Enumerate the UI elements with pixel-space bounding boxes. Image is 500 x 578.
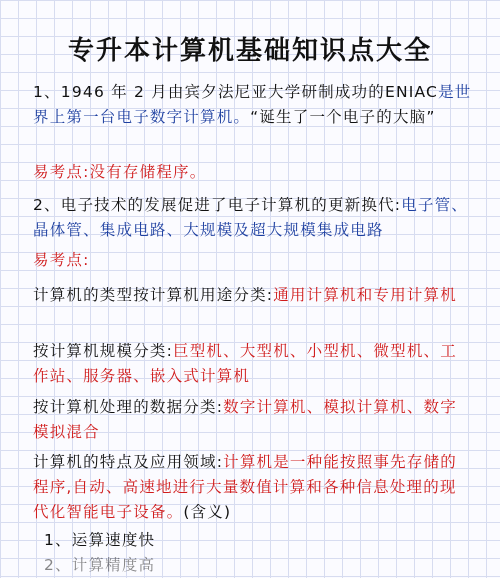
by-scale-label: 按计算机规模分类: bbox=[33, 342, 174, 360]
generations-intro: 2、电子技术的发展促进了电子计算机的更新换代: bbox=[33, 196, 402, 214]
generations-list: 电子管、晶体管、集成电路、大规模及超大规模集成电路 bbox=[33, 196, 468, 239]
feature-item-2: 2、计算精度高 bbox=[44, 556, 156, 574]
generations-key-point: 易考点: bbox=[33, 251, 90, 269]
paragraph-generations bbox=[33, 193, 473, 243]
eniac-quote: “诞生了一个电子的大脑” bbox=[250, 108, 436, 126]
features-note: (含义) bbox=[183, 503, 232, 521]
feature-item-1: 1、运算速度快 bbox=[44, 531, 156, 549]
paragraph-eniac bbox=[33, 80, 473, 130]
by-purpose-label: 计算机的类型按计算机用途分类: bbox=[33, 286, 274, 304]
paragraph-by-purpose bbox=[33, 283, 473, 308]
eniac-first-computer: 是世界上第一台电子数字计算机。 bbox=[33, 83, 472, 126]
paragraph-by-data bbox=[33, 395, 473, 445]
page-title: 专升本计算机基础知识点大全 bbox=[67, 36, 432, 66]
by-data-types: 数字计算机、模拟计算机、数字模拟混合 bbox=[33, 398, 457, 441]
paragraph-features bbox=[33, 450, 473, 525]
by-data-label: 按计算机处理的数据分类: bbox=[33, 398, 224, 416]
eniac-key-point: 易考点:没有存储程序。 bbox=[33, 163, 207, 181]
paragraph-by-scale bbox=[33, 339, 473, 389]
by-scale-types: 巨型机、大型机、小型机、微型机、工作站、服务器、嵌入式计算机 bbox=[33, 342, 457, 385]
by-purpose-types: 通用计算机和专用计算机 bbox=[273, 286, 457, 304]
features-definition: 计算机是一种能按照事先存储的程序,自动、高速地进行大量数值计算和各种信息处理的现代化智能电子设备。 bbox=[33, 453, 457, 521]
features-label: 计算机的特点及应用领域: bbox=[33, 453, 224, 471]
eniac-intro: 1、1946 年 2 月由宾夕法尼亚大学研制成功的ENIAC bbox=[33, 83, 439, 101]
